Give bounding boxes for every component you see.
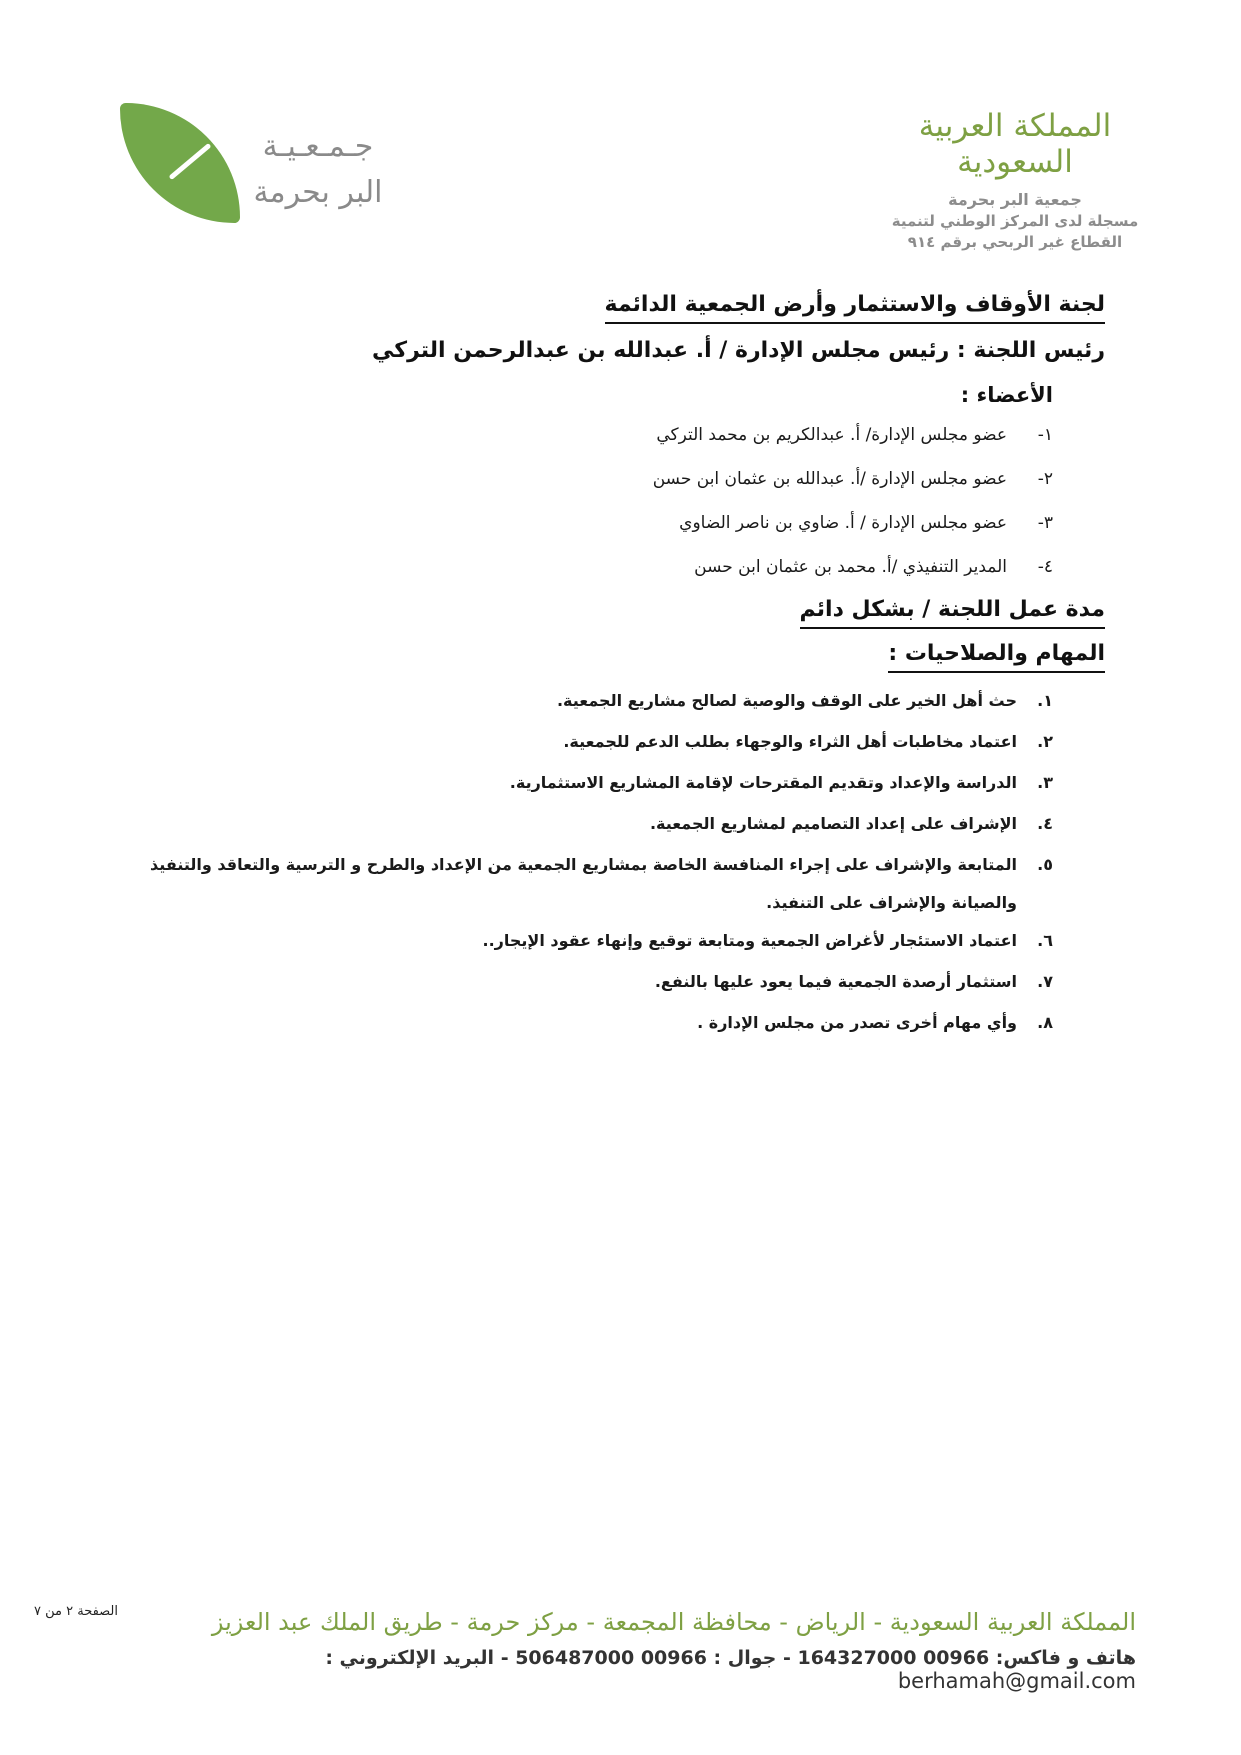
list-number: ٣.	[1037, 773, 1053, 792]
task-text: استثمار أرصدة الجمعية فيما يعود عليها بالنفع.	[654, 972, 1017, 991]
list-number: ٥.	[1037, 855, 1053, 874]
list-item	[133, 682, 1053, 723]
committee-chair: رئيس اللجنة : رئيس مجلس الإدارة / أ. عبدالله بن عبدالرحمن التركي	[372, 338, 1105, 363]
list-number: ٧.	[1037, 972, 1053, 991]
email-link[interactable]: berhamah@gmail.com	[897, 1669, 1136, 1693]
tasks-heading: المهام والصلاحيات :	[888, 641, 1105, 673]
task-text: وأي مهام أخرى تصدر من مجلس الإدارة .	[697, 1013, 1017, 1032]
member-text: عضو مجلس الإدارة/ أ. عبدالكريم بن محمد التركي	[656, 425, 1007, 445]
task-text: الدراسة والإعداد وتقديم المقترحات لإقامة المشاريع الاستثمارية.	[509, 773, 1017, 792]
task-text: اعتماد الاستئجار لأغراض الجمعية ومتابعة توقيع وإنهاء عقود الإيجار..	[482, 931, 1017, 950]
duration-heading: مدة عمل اللجنة / بشكل دائم	[800, 597, 1105, 629]
contact-numbers: هاتف و فاكس: 00966 164327000 - جوال : 00966 506487000 - البريد الإلكتروني :	[325, 1647, 1136, 1669]
logo-line-1: جـمـعـيـة	[262, 129, 374, 164]
task-text: حث أهل الخير على الوقف والوصية لصالح مشاريع الجمعية.	[556, 691, 1017, 710]
members-heading: الأعضاء :	[960, 383, 1053, 407]
list-number: ٣-	[1037, 513, 1053, 533]
committee-title: لجنة الأوقاف والاستثمار وأرض الجمعية الدائمة	[605, 292, 1105, 324]
list-item	[653, 469, 1053, 513]
list-number: ٤-	[1037, 557, 1053, 577]
list-number: ٨.	[1037, 1013, 1053, 1032]
list-number: ١-	[1037, 425, 1053, 445]
task-text: المتابعة والإشراف على إجراء المنافسة الخاصة بمشاريع الجمعية من الإعداد والطرح و الترسية والتعاقد والتنفيذ والصيانة والإشراف على التنفيذ.	[150, 855, 1017, 912]
kingdom-name: المملكة العربية السعودية	[918, 108, 1112, 180]
list-item	[133, 922, 1053, 963]
page-number: الصفحة ٢ من ٧	[34, 1604, 119, 1619]
list-number: ٢-	[1037, 469, 1053, 489]
list-item	[653, 557, 1053, 601]
list-item	[133, 764, 1053, 805]
list-number: ٤.	[1037, 814, 1053, 833]
members-list	[653, 425, 1053, 601]
registration-line-2: القطاع غير الربحي برقم ٩١٤	[907, 233, 1123, 251]
letterhead-block	[870, 108, 1160, 251]
task-text: اعتماد مخاطبات أهل الثراء والوجهاء بطلب الدعم للجمعية.	[563, 732, 1017, 751]
tasks-list	[133, 682, 1053, 1045]
list-item	[133, 723, 1053, 764]
member-text: عضو مجلس الإدارة /أ. عبدالله بن عثمان ابن حسن	[652, 469, 1007, 489]
footer-contact	[106, 1647, 1136, 1693]
registration-line-1: مسجلة لدى المركز الوطني لتنمية	[891, 212, 1139, 230]
list-item	[653, 425, 1053, 469]
list-number: ١.	[1037, 691, 1053, 710]
member-text: عضو مجلس الإدارة / أ. ضاوي بن ناصر الضاوي	[679, 513, 1007, 533]
task-text: الإشراف على إعداد التصاميم لمشاريع الجمعية.	[649, 814, 1017, 833]
list-item	[133, 846, 1053, 922]
member-text: المدير التنفيذي /أ. محمد بن عثمان ابن حسن	[694, 557, 1007, 577]
list-item	[133, 963, 1053, 1004]
association-logo	[120, 103, 400, 233]
leaf-logo-icon	[120, 103, 240, 223]
list-number: ٢.	[1037, 732, 1053, 751]
list-item	[133, 1004, 1053, 1045]
logo-line-2: البر بحرمة	[253, 175, 383, 210]
list-item	[133, 805, 1053, 846]
list-item	[653, 513, 1053, 557]
association-name: جمعية البر بحرمة	[948, 190, 1082, 209]
footer-address: المملكة العربية السعودية - الرياض - محافظة المجمعة - مركز حرمة - طريق الملك عبد العزيز	[211, 1608, 1136, 1636]
list-number: ٦.	[1037, 931, 1053, 950]
